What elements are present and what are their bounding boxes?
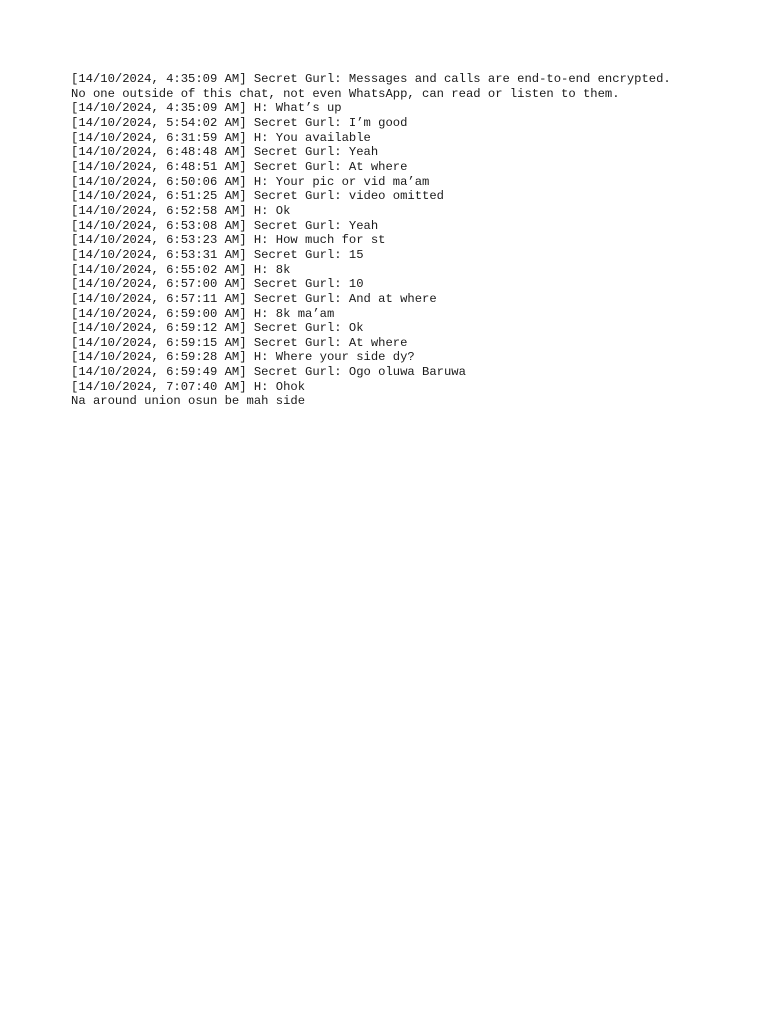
chat-message: [14/10/2024, 6:50:06 AM] H: Your pic or vid ma’am (71, 174, 430, 189)
chat-message: [14/10/2024, 6:48:51 AM] Secret Gurl: At where (71, 159, 408, 174)
chat-transcript (71, 72, 751, 409)
encryption-notice-line-2: No one outside of this chat, not even WhatsApp, can read or listen to them. (71, 86, 620, 101)
chat-message: [14/10/2024, 6:51:25 AM] Secret Gurl: video omitted (71, 189, 444, 204)
chat-message: [14/10/2024, 6:31:59 AM] H: You available (71, 130, 371, 145)
chat-message: [14/10/2024, 6:53:31 AM] Secret Gurl: 15 (71, 247, 364, 262)
chat-message: [14/10/2024, 6:59:12 AM] Secret Gurl: Ok (71, 321, 364, 336)
chat-message: [14/10/2024, 6:48:48 AM] Secret Gurl: Yeah (71, 145, 379, 160)
chat-message: [14/10/2024, 6:59:15 AM] Secret Gurl: At where (71, 335, 408, 350)
chat-message: [14/10/2024, 6:57:00 AM] Secret Gurl: 10 (71, 277, 364, 292)
chat-message: [14/10/2024, 6:59:00 AM] H: 8k ma’am (71, 306, 335, 321)
encryption-notice-line-1: [14/10/2024, 4:35:09 AM] Secret Gurl: Messages and calls are end-to-end encrypted. (71, 72, 671, 86)
chat-message-continuation: Na around union osun be mah side (71, 394, 306, 409)
chat-message: [14/10/2024, 6:53:23 AM] H: How much for st (71, 233, 386, 248)
chat-message: [14/10/2024, 4:35:09 AM] H: What’s up (71, 101, 342, 116)
chat-message: [14/10/2024, 5:54:02 AM] Secret Gurl: I’m good (71, 115, 408, 130)
chat-message: [14/10/2024, 6:53:08 AM] Secret Gurl: Yeah (71, 218, 379, 233)
chat-message: [14/10/2024, 6:52:58 AM] H: Ok (71, 203, 291, 218)
chat-message: [14/10/2024, 7:07:40 AM] H: Ohok (71, 379, 306, 394)
chat-message: [14/10/2024, 6:59:49 AM] Secret Gurl: Ogo oluwa Baruwa (71, 365, 466, 380)
chat-message: [14/10/2024, 6:59:28 AM] H: Where your side dy? (71, 350, 415, 365)
chat-message: [14/10/2024, 6:55:02 AM] H: 8k (71, 262, 291, 277)
chat-message: [14/10/2024, 6:57:11 AM] Secret Gurl: And at where (71, 291, 437, 306)
